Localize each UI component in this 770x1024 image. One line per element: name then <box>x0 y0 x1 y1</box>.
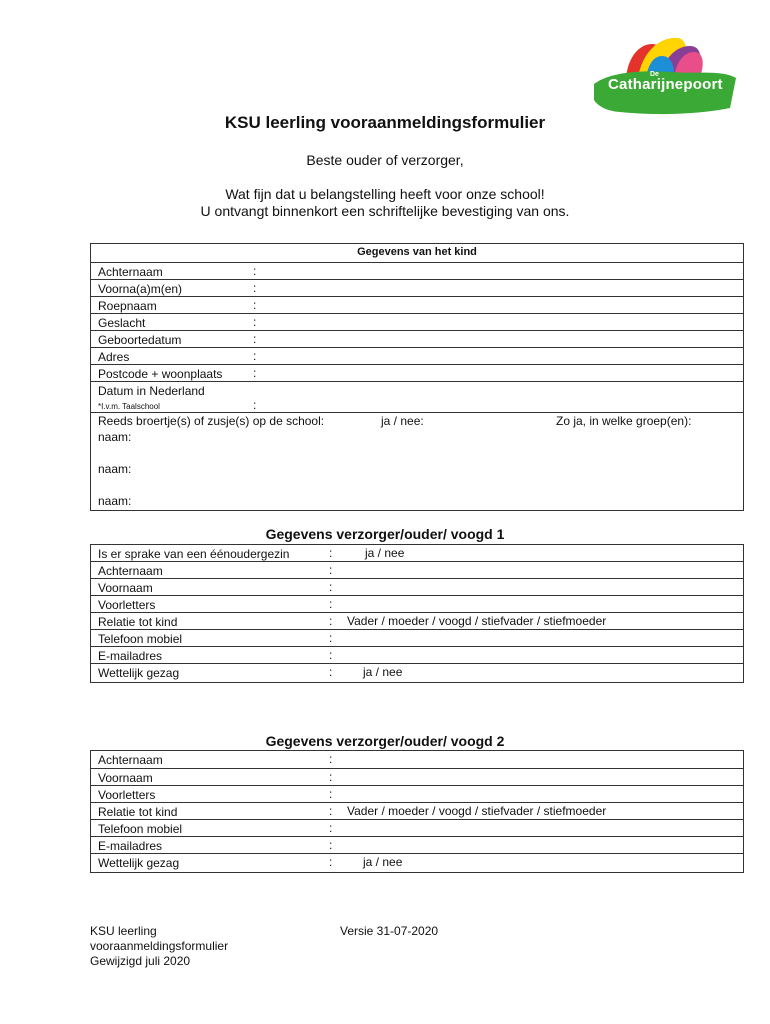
field-label: E-mailadres <box>98 839 163 853</box>
field-colon: : <box>329 821 333 835</box>
child-row[interactable] <box>91 262 743 279</box>
field-label: Wettelijk gezag <box>98 666 180 680</box>
field-colon: : <box>329 631 333 645</box>
guardian-row[interactable] <box>91 853 743 872</box>
field-colon: : <box>329 804 333 818</box>
field-label: Roepnaam <box>98 299 157 313</box>
field-colon: : <box>253 298 257 312</box>
field-label: Wettelijk gezag <box>98 856 180 870</box>
field-value: ja / nee <box>365 546 405 560</box>
guardian-row[interactable] <box>91 663 743 682</box>
field-label: Voornaam <box>98 581 153 595</box>
sibling-name-label: naam: <box>98 462 132 476</box>
field-value: Vader / moeder / voogd / stiefvader / stiefmoeder <box>347 804 607 818</box>
guardian-1-title: Gegevens verzorger/ouder/ voogd 1 <box>265 526 505 542</box>
field-colon: : <box>253 281 257 295</box>
guardian-row[interactable] <box>91 768 743 785</box>
guardian-1-table <box>90 544 744 683</box>
greeting: Beste ouder of verzorger, <box>306 152 464 168</box>
child-row[interactable] <box>91 313 743 330</box>
field-colon: : <box>253 332 257 346</box>
field-label: Geslacht <box>98 316 146 330</box>
field-colon: : <box>253 398 257 412</box>
guardian-row[interactable] <box>91 646 743 663</box>
field-label: Voorna(a)m(en) <box>98 282 183 296</box>
guardian-row[interactable] <box>91 595 743 612</box>
field-value: ja / nee <box>363 665 403 679</box>
field-colon: : <box>329 580 333 594</box>
guardian-row[interactable] <box>91 836 743 853</box>
field-colon: : <box>253 264 257 278</box>
school-logo <box>590 26 740 118</box>
siblings-label: Reeds broertje(s) of zusje(s) op de school: <box>98 414 325 428</box>
field-colon: : <box>329 648 333 662</box>
siblings-group-label: Zo ja, in welke groep(en): <box>556 414 692 428</box>
field-colon: : <box>329 752 333 766</box>
sibling-name-label: naam: <box>98 430 132 444</box>
child-row-date[interactable] <box>91 381 743 413</box>
field-colon: : <box>329 614 333 628</box>
sibling-name-label: naam: <box>98 494 132 508</box>
field-value: ja / nee <box>363 855 403 869</box>
field-label: Achternaam <box>98 564 163 578</box>
child-row[interactable] <box>91 347 743 364</box>
field-label: Achternaam <box>98 753 163 767</box>
guardian-row[interactable] <box>91 785 743 802</box>
guardian-2-title: Gegevens verzorger/ouder/ voogd 2 <box>265 733 505 749</box>
field-label: Relatie tot kind <box>98 615 178 629</box>
field-colon: : <box>329 665 333 679</box>
siblings-choice: ja / nee: <box>381 414 424 428</box>
field-label: Telefoon mobiel <box>98 822 183 836</box>
field-label: Postcode + woonplaats <box>98 367 223 381</box>
field-colon: : <box>329 546 333 560</box>
date-note: *I.v.m. Taalschool <box>98 402 160 411</box>
field-label: Relatie tot kind <box>98 805 178 819</box>
child-row[interactable] <box>91 330 743 347</box>
guardian-row[interactable] <box>91 545 743 561</box>
guardian-row[interactable] <box>91 629 743 646</box>
field-label: Voorletters <box>98 598 156 612</box>
field-value: Vader / moeder / voogd / stiefvader / stiefmoeder <box>347 614 607 628</box>
child-data-table <box>90 243 744 511</box>
child-section-header: Gegevens van het kind <box>357 246 477 258</box>
footer-line-1: KSU leerling <box>90 924 157 938</box>
field-colon: : <box>329 597 333 611</box>
guardian-row[interactable] <box>91 819 743 836</box>
field-label: Geboortedatum <box>98 333 182 347</box>
intro-line-1: Wat fijn dat u belangstelling heeft voor onze school! <box>225 186 545 202</box>
field-label: Is er sprake van een éénoudergezin <box>98 547 290 561</box>
siblings-section[interactable] <box>91 412 743 511</box>
guardian-row[interactable] <box>91 802 743 819</box>
footer-version: Versie 31-07-2020 <box>340 924 439 938</box>
field-label: Telefoon mobiel <box>98 632 183 646</box>
field-colon: : <box>253 349 257 363</box>
footer-line-3: Gewijzigd juli 2020 <box>90 954 191 968</box>
page-title: KSU leerling vooraanmeldingsformulier <box>224 113 546 132</box>
field-label: Voornaam <box>98 771 153 785</box>
logo-name: Catharijnepoort <box>608 76 723 93</box>
guardian-row[interactable] <box>91 751 743 767</box>
field-colon: : <box>329 787 333 801</box>
field-label: Achternaam <box>98 265 163 279</box>
date-label: Datum in Nederland <box>98 384 205 398</box>
guardian-row[interactable] <box>91 578 743 595</box>
guardian-2-table <box>90 750 744 873</box>
field-colon: : <box>329 770 333 784</box>
field-colon: : <box>329 855 333 869</box>
guardian-row[interactable] <box>91 561 743 578</box>
child-row[interactable] <box>91 279 743 296</box>
guardian-row[interactable] <box>91 612 743 629</box>
field-label: Adres <box>98 350 130 364</box>
field-label: E-mailadres <box>98 649 163 663</box>
footer-doc-info <box>90 924 228 969</box>
field-label: Voorletters <box>98 788 156 802</box>
footer-line-2: vooraanmeldingsformulier <box>90 939 229 953</box>
child-row[interactable] <box>91 364 743 381</box>
child-row[interactable] <box>91 296 743 313</box>
logo-graphic <box>590 26 740 118</box>
field-colon: : <box>329 563 333 577</box>
logo-small-text: De <box>650 71 659 78</box>
field-colon: : <box>253 315 257 329</box>
field-colon: : <box>329 838 333 852</box>
field-colon: : <box>253 366 257 380</box>
intro-line-2: U ontvangt binnenkort een schriftelijke bevestiging van ons. <box>200 203 570 219</box>
